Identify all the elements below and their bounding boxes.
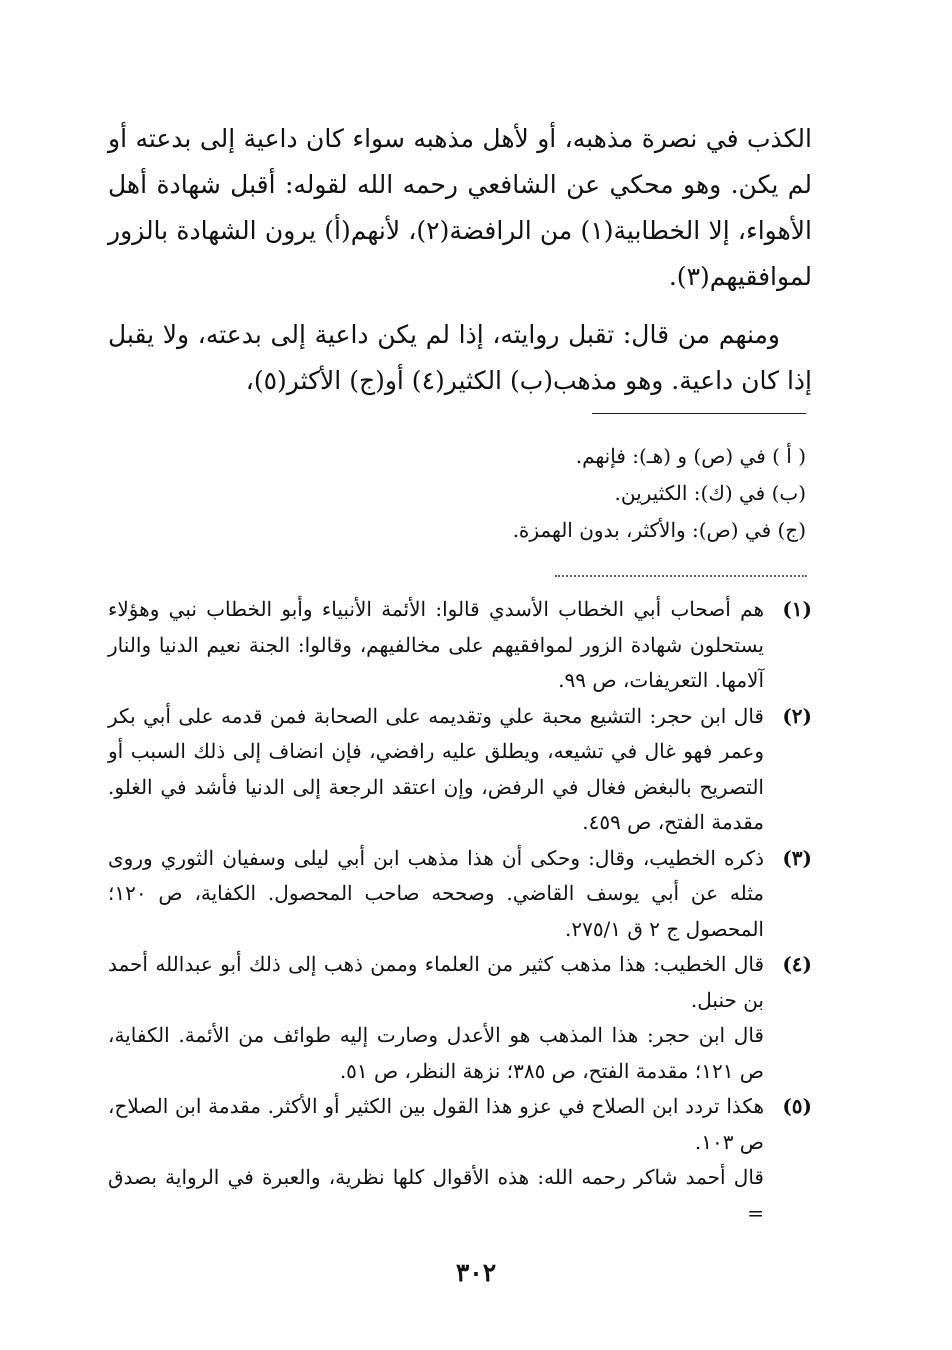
footnote [108, 947, 812, 1089]
footnote-text: هم أصحاب أبي الخطاب الأسدي قالوا: الأئمة الأنبياء وأبو الخطاب نبي وهؤلاء يستحلون شهادة الزور لموافقيهم على مخالفيهم، وقالوا: الجنة نعيم الدنيا والنار آلامها. التعريفات، ص ٩٩. [108, 597, 764, 692]
footnote-text: هكذا تردد ابن الصلاح في عزو هذا القول بين الكثير أو الأكثر. مقدمة ابن الصلاح، ص ١٠٣. [108, 1094, 764, 1154]
footnote-text: ذكره الخطيب، وقال: وحكى أن هذا مذهب ابن أبي ليلى وسفيان الثوري وروى مثله عن أبي يوسف القاضي. وصححه صاحب المحصول. الكفاية، ص ١٢٠؛ المحصول ج ٢ ق ٢٧٥/١. [108, 845, 764, 941]
main-paragraph-2: ومنهم من قال: تقبل روايته، إذا لم يكن داعية إلى بدعته، ولا يقبل إذا كان داعية. وهو مذهب(ب) الكثير(٤) أو(ج) الأكثر(٥)، [108, 320, 812, 395]
footnote-number: (٣) [782, 845, 812, 870]
footnote-closing-line: قال أحمد شاكر رحمه الله: هذه الأقوال كلها نظرية، والعبرة في الرواية بصدق = [108, 1165, 764, 1225]
footnote-number: (١) [782, 597, 812, 621]
footnote-separator-rule [592, 413, 806, 414]
dotted-separator [555, 575, 807, 577]
footnote-continuation: قال ابن حجر: هذا المذهب هو الأعدل وصارت إليه طوائف من الأئمة. الكفاية، ص ١٢١؛ مقدمة الفتح، ص ٣٨٥؛ نزهة النظر، ص ٥١. [108, 1023, 764, 1083]
footnote-number: (٤) [782, 952, 812, 976]
footnote-text: قال الخطيب: هذا مذهب كثير من العلماء وممن ذهب إلى ذلك أبو عبدالله أحمد بن حنبل. [108, 952, 764, 1012]
main-paragraph-1: الكذب في نصرة مذهبه، أو لأهل مذهبه سواء كان داعية إلى بدعته أو لم يكن. وهو محكي عن الشافعي رحمه الله لقوله: أقبل شهادة أهل الأهواء، إلا الخطابية(١) من الرافضة(٢)، لأنهم(أ) يرون الشهادة بالزور لموافقيهم(٣). [108, 124, 812, 291]
footnote-text: قال ابن حجر: التشيع محبة علي وتقديمه على الصحابة فمن قدمه على أبي بكر وعمر فهو غال في تشيعه، ويطلق عليه رافضي، فإن انضاف إلى ذلك السبب أو التصريح بالبغض فغال في الرفض، وإن اعتقد الرجعة إلى الدنيا فأشد في الغلو. مقدمة الفتح، ص ٤٥٩. [108, 703, 764, 834]
footnote [108, 699, 812, 841]
variant-readings [180, 438, 806, 549]
main-text [108, 116, 812, 404]
footnote-number: (٥) [782, 1094, 812, 1118]
page-number: ٣٠٢ [455, 1258, 497, 1287]
variant-note: (ج) في (ص): والأكثر، بدون الهمزة. [512, 518, 806, 542]
footnotes [108, 592, 812, 1231]
footnote [108, 592, 812, 699]
variant-note: ( أ ) في (ص) و (هـ): فإنهم. [575, 444, 806, 468]
variant-note: (ب) في (ك): الكثيرين. [614, 481, 806, 505]
footnote-number: (٢) [782, 703, 812, 728]
footnote [108, 1089, 812, 1160]
footnote [108, 841, 812, 948]
